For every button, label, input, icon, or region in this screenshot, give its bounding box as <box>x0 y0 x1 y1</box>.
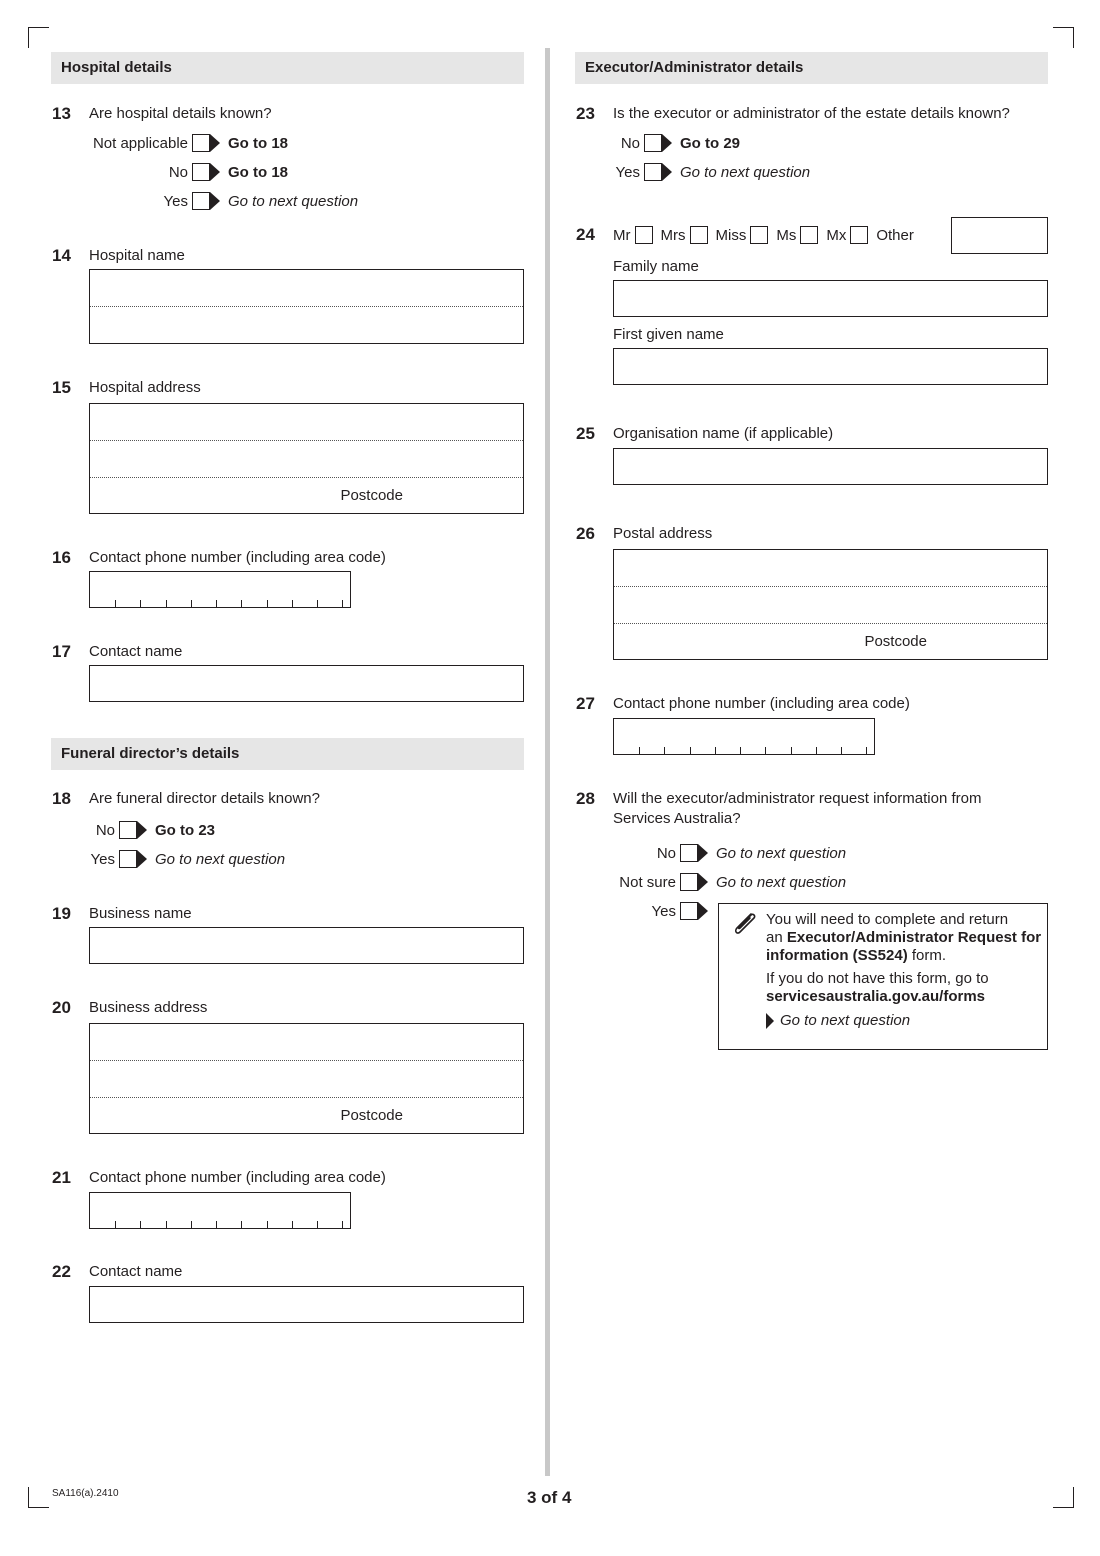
question-15-text: Hospital address <box>89 379 201 396</box>
option-label: No <box>95 821 115 839</box>
question-20-number: 20 <box>52 998 71 1017</box>
title-other-field[interactable] <box>951 217 1048 254</box>
crop-mark-top-right <box>1053 27 1074 48</box>
crop-mark-bottom-left <box>28 1487 49 1508</box>
q28-option-no <box>600 842 846 864</box>
checkbox-no[interactable] <box>644 134 662 152</box>
hospital-name-field[interactable] <box>89 269 524 344</box>
goto-instruction: Go to next question <box>780 1012 911 1029</box>
digit-divider <box>166 1221 167 1228</box>
question-18-number: 18 <box>52 789 71 808</box>
digit-divider <box>241 1221 242 1228</box>
hospital-address-field[interactable] <box>89 403 524 514</box>
checkbox-mx[interactable] <box>850 226 868 244</box>
title-miss-label: Miss <box>715 226 747 244</box>
q13-option-no <box>60 161 288 183</box>
q18-option-no <box>60 819 215 841</box>
digit-divider <box>317 1221 318 1228</box>
digit-divider <box>216 600 217 607</box>
digit-divider <box>267 600 268 607</box>
page-number: 3 of 4 <box>527 1488 572 1507</box>
question-27-number: 27 <box>576 694 595 713</box>
question-25-text: Organisation name (if applicable) <box>613 425 834 442</box>
q23-option-no <box>585 132 740 154</box>
triangle-right-icon <box>210 163 220 181</box>
question-19-text: Business name <box>89 905 192 922</box>
postcode-label: Postcode <box>340 487 403 504</box>
digit-divider <box>166 600 167 607</box>
question-25-number: 25 <box>576 424 595 443</box>
note-line-1: You will need to complete and return <box>766 911 1009 928</box>
paperclip-icon <box>729 910 761 940</box>
question-16-number: 16 <box>52 548 71 567</box>
family-name-label: Family name <box>613 258 699 275</box>
funeral-contact-name-field[interactable] <box>89 1286 524 1323</box>
triangle-right-icon <box>698 873 708 891</box>
question-28-number: 28 <box>576 789 595 808</box>
executor-details-header: Executor/Administrator details <box>575 52 1048 84</box>
postcode-label: Postcode <box>864 633 927 650</box>
option-label: No <box>168 163 188 181</box>
goto-instruction: Go to next question <box>680 163 811 181</box>
question-22-text: Contact name <box>89 1263 183 1280</box>
title-mr-label: Mr <box>613 226 631 244</box>
note-line-3 <box>766 947 946 964</box>
question-13-number: 13 <box>52 104 71 123</box>
question-22-number: 22 <box>52 1262 71 1281</box>
digit-divider <box>841 747 842 754</box>
note-line-2a: an <box>766 929 787 946</box>
question-20-text: Business address <box>89 999 208 1016</box>
postal-address-field[interactable] <box>613 549 1048 660</box>
question-21-text: Contact phone number (including area code) <box>89 1169 386 1186</box>
digit-divider <box>816 747 817 754</box>
question-24-number: 24 <box>576 225 595 244</box>
title-other-label: Other <box>876 226 914 244</box>
question-17-text: Contact name <box>89 643 183 660</box>
option-label: No <box>656 844 676 862</box>
q28-option-not-sure <box>600 871 846 893</box>
crop-mark-top-left <box>28 27 49 48</box>
triangle-right-icon <box>210 134 220 152</box>
checkbox-mr[interactable] <box>635 226 653 244</box>
note-form-name-part1: Executor/Administrator Request for <box>786 929 1042 946</box>
note-goto <box>766 1012 910 1029</box>
option-label: Not sure <box>619 873 676 891</box>
checkbox-yes[interactable] <box>644 163 662 181</box>
note-line-4: If you do not have this form, go to <box>766 970 989 987</box>
digit-divider <box>639 747 640 754</box>
goto-instruction: Go to 18 <box>228 163 289 181</box>
goto-instruction: Go to next question <box>228 192 359 210</box>
digit-divider <box>715 747 716 754</box>
digit-divider <box>342 600 343 607</box>
digit-divider <box>740 747 741 754</box>
question-14-number: 14 <box>52 246 71 265</box>
note-line-2 <box>766 929 1041 946</box>
q18-option-yes <box>60 848 285 870</box>
question-23-number: 23 <box>576 104 595 123</box>
hospital-details-header: Hospital details <box>51 52 524 84</box>
triangle-right-icon <box>662 163 672 181</box>
triangle-right-icon <box>210 192 220 210</box>
digit-divider <box>191 1221 192 1228</box>
triangle-right-icon <box>137 821 147 839</box>
digit-divider <box>791 747 792 754</box>
q13-option-yes <box>60 190 358 212</box>
question-13-text: Are hospital details known? <box>89 105 272 122</box>
goto-instruction: Go to next question <box>716 844 847 862</box>
checkbox-yes[interactable] <box>119 850 137 868</box>
note-line-3c: form. <box>907 947 947 964</box>
question-23-text: Is the executor or administrator of the estate details known? <box>613 105 1010 122</box>
question-14-text: Hospital name <box>89 247 185 264</box>
family-name-field[interactable] <box>613 280 1048 317</box>
digit-divider <box>317 600 318 607</box>
goto-instruction: Go to 18 <box>228 134 289 152</box>
digit-divider <box>664 747 665 754</box>
note-form-name-part2: information (SS524) <box>766 947 908 964</box>
q28-option-yes <box>600 900 708 922</box>
forms-link[interactable]: servicesaustralia.gov.au/forms <box>766 988 985 1005</box>
question-26-text: Postal address <box>613 525 713 542</box>
question-28-text-line2: Services Australia? <box>613 810 741 827</box>
checkbox-yes[interactable] <box>192 192 210 210</box>
first-given-name-label: First given name <box>613 326 724 343</box>
goto-instruction: Go to 29 <box>680 134 741 152</box>
triangle-right-icon <box>766 1013 774 1029</box>
checkbox-no[interactable] <box>680 844 698 862</box>
first-given-name-field[interactable] <box>613 348 1048 385</box>
triangle-right-icon <box>698 902 708 920</box>
digit-divider <box>241 600 242 607</box>
option-label: Yes <box>90 850 115 868</box>
crop-mark-bottom-right <box>1053 1487 1074 1508</box>
goto-instruction: Go to next question <box>716 873 847 891</box>
option-label: Yes <box>163 192 188 210</box>
checkbox-mrs[interactable] <box>690 226 708 244</box>
executor-phone-field[interactable] <box>613 718 875 755</box>
title-ms-label: Ms <box>776 226 797 244</box>
question-15-number: 15 <box>52 378 71 397</box>
business-address-field[interactable] <box>89 1023 524 1134</box>
title-mrs-label: Mrs <box>660 226 686 244</box>
checkbox-miss[interactable] <box>750 226 768 244</box>
option-label: Yes <box>615 163 640 181</box>
q13-option-not-applicable <box>60 132 288 154</box>
organisation-name-field[interactable] <box>613 448 1048 485</box>
digit-divider <box>216 1221 217 1228</box>
digit-divider <box>267 1221 268 1228</box>
column-divider <box>545 48 550 1476</box>
question-18-text: Are funeral director details known? <box>89 790 320 807</box>
q23-option-yes <box>585 161 810 183</box>
digit-divider <box>292 600 293 607</box>
option-label: Not applicable <box>92 134 188 152</box>
question-17-number: 17 <box>52 642 71 661</box>
goto-instruction: Go to 23 <box>155 821 216 839</box>
info-note-box <box>718 903 1048 1050</box>
checkbox-no[interactable] <box>192 163 210 181</box>
digit-divider <box>342 1221 343 1228</box>
question-21-number: 21 <box>52 1168 71 1187</box>
title-mx-label: Mx <box>826 226 847 244</box>
question-19-number: 19 <box>52 904 71 923</box>
funeral-phone-field[interactable] <box>89 1192 351 1229</box>
hospital-phone-field[interactable] <box>89 571 351 608</box>
digit-divider <box>115 600 116 607</box>
digit-divider <box>690 747 691 754</box>
checkbox-yes[interactable] <box>680 902 698 920</box>
digit-divider <box>765 747 766 754</box>
checkbox-not-sure[interactable] <box>680 873 698 891</box>
question-16-text: Contact phone number (including area code) <box>89 549 386 566</box>
triangle-right-icon <box>698 844 708 862</box>
question-28-text-line1: Will the executor/administrator request information from <box>613 790 982 807</box>
option-label: No <box>620 134 640 152</box>
goto-instruction: Go to next question <box>155 850 286 868</box>
question-27-text: Contact phone number (including area code) <box>613 695 910 712</box>
digit-divider <box>866 747 867 754</box>
checkbox-not-applicable[interactable] <box>192 134 210 152</box>
digit-divider <box>292 1221 293 1228</box>
option-label: Yes <box>651 902 676 920</box>
postcode-label: Postcode <box>340 1107 403 1124</box>
funeral-director-header: Funeral director’s details <box>51 738 524 770</box>
digit-divider <box>115 1221 116 1228</box>
triangle-right-icon <box>137 850 147 868</box>
checkbox-ms[interactable] <box>800 226 818 244</box>
hospital-contact-name-field[interactable] <box>89 665 524 702</box>
digit-divider <box>191 600 192 607</box>
digit-divider <box>140 1221 141 1228</box>
title-options <box>613 225 918 245</box>
business-name-field[interactable] <box>89 927 524 964</box>
form-code: SA116(a).2410 <box>52 1488 119 1499</box>
triangle-right-icon <box>662 134 672 152</box>
checkbox-no[interactable] <box>119 821 137 839</box>
digit-divider <box>140 600 141 607</box>
question-26-number: 26 <box>576 524 595 543</box>
